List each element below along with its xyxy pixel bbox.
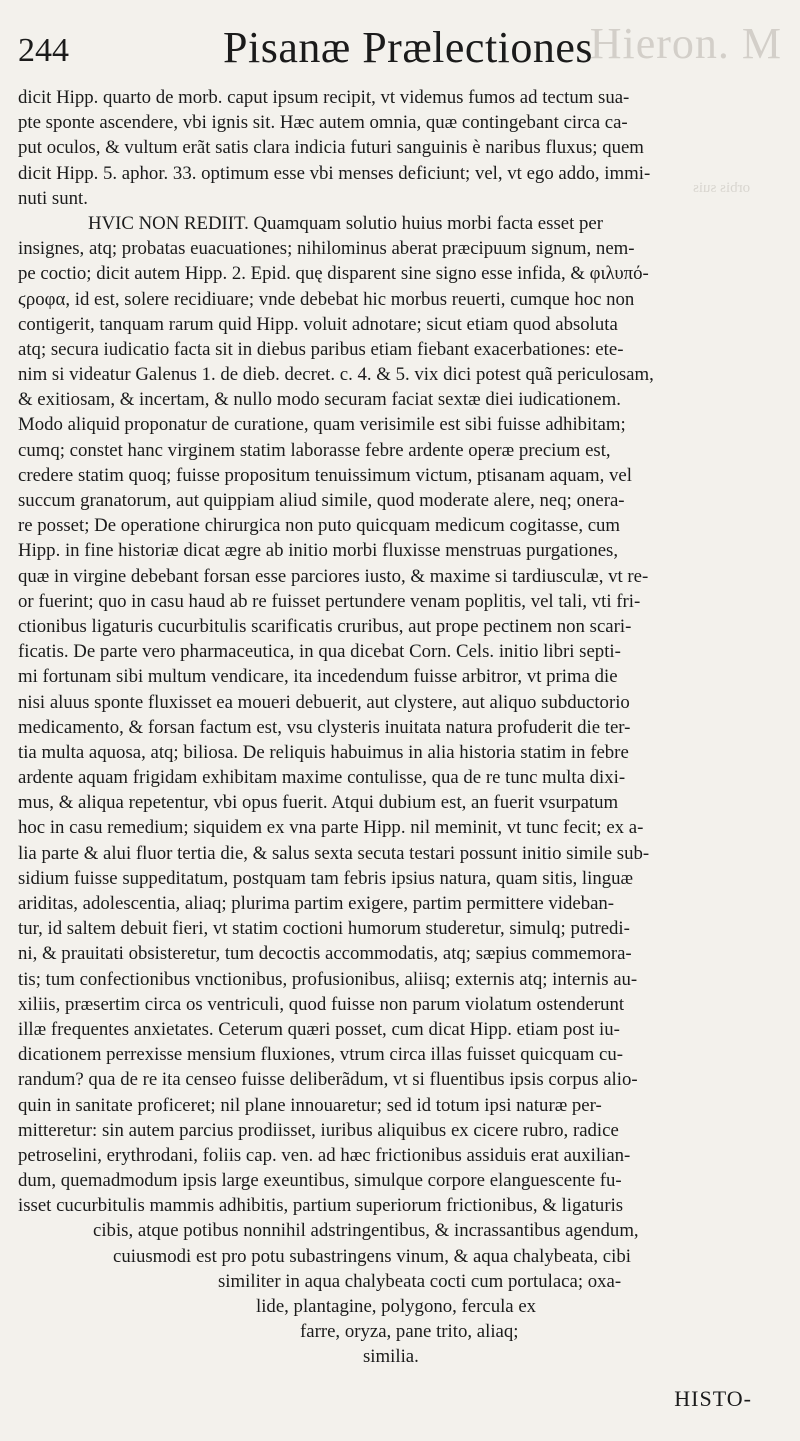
text-line: dicit Hipp. quarto de morb. caput ipsum recipit, vt videmus fumos ad tectum sua- bbox=[18, 87, 630, 108]
text-line: ctionibus ligaturis cucurbitulis scarificatis cruribus, aut prope pectinem non scari- bbox=[18, 615, 632, 637]
text-line: put oculos, & vultum erãt satis clara indicia futuri sanguinis è naribus fluxus; quem bbox=[18, 137, 644, 159]
text-line: insignes, atq; probatas euacuationes; nihilominus aberat præcipuum signum, nem- bbox=[18, 238, 635, 260]
text-line: re posset; De operatione chirurgica non puto quicquam medicum cogitasse, cum bbox=[18, 515, 621, 537]
text-line: cumq; constet hanc virginem statim laborasse febre ardente operæ precium est, bbox=[18, 439, 611, 461]
bleed-through-heading: Hieron. M bbox=[589, 19, 782, 68]
text-line: credere statim quoq; fuisse propositum tenuissimum victum, ptisanam aquam, vel bbox=[18, 464, 632, 486]
text-line: Modo aliquid proponatur de curatione, quam verisimile est sibi fuisse adhibitam; bbox=[18, 414, 626, 436]
text-line-tapered: cibis, atque potibus nonnihil adstringentibus, & incrassantibus agendum, bbox=[93, 1220, 639, 1242]
text-line: atq; secura iudicatio facta sit in diebus paribus etiam fiebant exacerbationes: ete- bbox=[18, 338, 624, 360]
text-line: tia multa aquosa, atq; biliosa. De reliquis habuimus in alia historia statim in febre bbox=[18, 741, 629, 763]
text-line: mitteretur: sin autem parcius prodiisset, iuribus aliquibus ex cicere rubro, radice bbox=[18, 1119, 619, 1141]
text-line: & exitiosam, & incertam, & nullo modo securam faciat sextæ diei iudicationem. bbox=[18, 389, 621, 411]
page-header bbox=[18, 20, 782, 80]
text-line: pte sponte ascendere, vbi ignis sit. Hæc autem omnia, quæ contingebant circa ca- bbox=[18, 112, 628, 134]
text-line: or fuerint; quo in casu haud ab re fuisset pertundere venam poplitis, vel tali, vti fri- bbox=[18, 590, 641, 612]
text-line: medicamento, & forsan factum est, vsu clysteris inuitata natura profuderit die ter- bbox=[18, 716, 631, 738]
text-line: pe coctio; dicit autem Hipp. 2. Epid. quę disparent sine signo esse infida, & φιλυπό- bbox=[18, 263, 649, 285]
text-line: petroselini, erythrodani, foliis cap. ven. ad hæc frictionibus assiduis erat auxilian- bbox=[18, 1144, 631, 1166]
text-line-tapered: similiter in aqua chalybeata cocti cum portulaca; oxa- bbox=[218, 1270, 622, 1292]
text-line: mus, & aliqua repetentur, vbi opus fuerit. Atqui dubium est, an fuerit vsurpatum bbox=[18, 792, 619, 814]
text-line: sidium fuisse suppeditatum, postquam tam febris ipsius natura, quam sitis, linguæ bbox=[18, 867, 634, 889]
text-line: quin in sanitate proficeret; nil plane innouaretur; sed id totum ipsi naturæ per- bbox=[18, 1094, 602, 1116]
text-line: tur, id saltem debuit fieri, vt statim coctioni humorum studeretur, simulq; putredi- bbox=[18, 918, 630, 940]
bleed-through-text: orbis suis bbox=[692, 180, 750, 196]
text-line: ϛροφα, id est, solere recidiuare; vnde debebat hic morbus reuerti, cumque hoc non bbox=[18, 288, 635, 310]
text-line: ariditas, adolescentia, aliaq; plurima partim exigere, partim permittere videban- bbox=[18, 893, 615, 914]
text-line: hoc in casu remedium; siquidem ex vna parte Hipp. nil meminit, vt tunc fecit; ex a- bbox=[18, 817, 644, 839]
text-line: isset cucurbitulis mammis adhibitis, partium superiorum frictionibus, & ligaturis bbox=[18, 1195, 624, 1217]
text-line: illæ frequentes anxietates. Ceterum quæri posset, cum dicat Hipp. etiam post iu- bbox=[18, 1018, 620, 1040]
text-line: ficatis. De parte vero pharmaceutica, in qua dicebat Corn. Cels. initio libri septi- bbox=[18, 641, 621, 663]
catchword: HISTO- bbox=[674, 1386, 752, 1411]
text-line: Hipp. in fine historiæ dicat ægre ab initio morbi fluxisse menstruas purgationes, bbox=[18, 540, 619, 562]
text-line-tapered: cuiusmodi est pro potu subastringens vinum, & aqua chalybeata, cibi bbox=[113, 1245, 631, 1267]
body-text bbox=[18, 85, 770, 1370]
text-line: dicationem perrexisse mensium fluxiones, vtrum circa illas fuisset quicquam cu- bbox=[18, 1044, 624, 1066]
text-line: lia parte & alui fluor tertia die, & salus sexta secuta testari possunt initio simile sub- bbox=[18, 842, 650, 864]
text-line-tapered: farre, oryza, pane trito, aliaq; bbox=[300, 1321, 519, 1343]
text-line: contigerit, tanquam rarum quid Hipp. voluit adnotare; sicut etiam quod absoluta bbox=[18, 313, 618, 335]
text-line: ni, & prauitati obsisteretur, tum decoctis accommodatis, atq; sæpius commemora- bbox=[18, 943, 632, 965]
text-line: tis; tum confectionibus vnctionibus, profusionibus, aliisq; externis atq; internis au- bbox=[18, 968, 638, 990]
text-line: nim si videatur Galenus 1. de dieb. decret. c. 4. & 5. vix dici potest quã periculosam, bbox=[18, 364, 654, 386]
text-line: dum, quemadmodum ipsis large exeuntibus, simulque corpore elanguescente fu- bbox=[18, 1170, 622, 1192]
text-line: succum granatorum, aut quippiam aliud simile, quod moderate alere, neq; onera- bbox=[18, 490, 625, 511]
text-line: dicit Hipp. 5. aphor. 33. optimum esse vbi menses deficiunt; vel, vt ego addo, immi- bbox=[18, 162, 651, 184]
text-line: nisi aluus sponte fluxisset ea moueri debuerit, aut clystere, aut aliquo subductorio bbox=[18, 691, 630, 713]
text-line: mi fortunam sibi multum vendicare, ita incedendum fuisse arbitror, vt prima die bbox=[18, 666, 618, 688]
text-line: xiliis, præsertim circa os ventriculi, quod fuisse non parum violatum ostenderunt bbox=[18, 993, 625, 1015]
text-line: quæ in virgine debebant forsan esse parciores iusto, & maxime si tardiusculæ, vt re- bbox=[18, 565, 649, 587]
text-line-lemma: HVIC NON REDIIT. Quamquam solutio huius morbi facta esset per bbox=[88, 212, 603, 234]
text-line: randum? qua de re ita censeo fuisse deliberãdum, vt si fluentibus ipsis corpus alio- bbox=[18, 1069, 638, 1091]
page-number: 244 bbox=[18, 32, 69, 69]
text-line: nuti sunt. bbox=[18, 187, 88, 209]
running-head: Pisanæ Prælectiones bbox=[223, 23, 594, 72]
text-line-tapered: lide, plantagine, polygono, fercula ex bbox=[256, 1296, 537, 1317]
text-line: ardente aquam frigidam exhibitam maxime contulisse, qua de re tunc multa dixi- bbox=[18, 767, 626, 789]
text-line-tapered: similia. bbox=[363, 1346, 419, 1368]
